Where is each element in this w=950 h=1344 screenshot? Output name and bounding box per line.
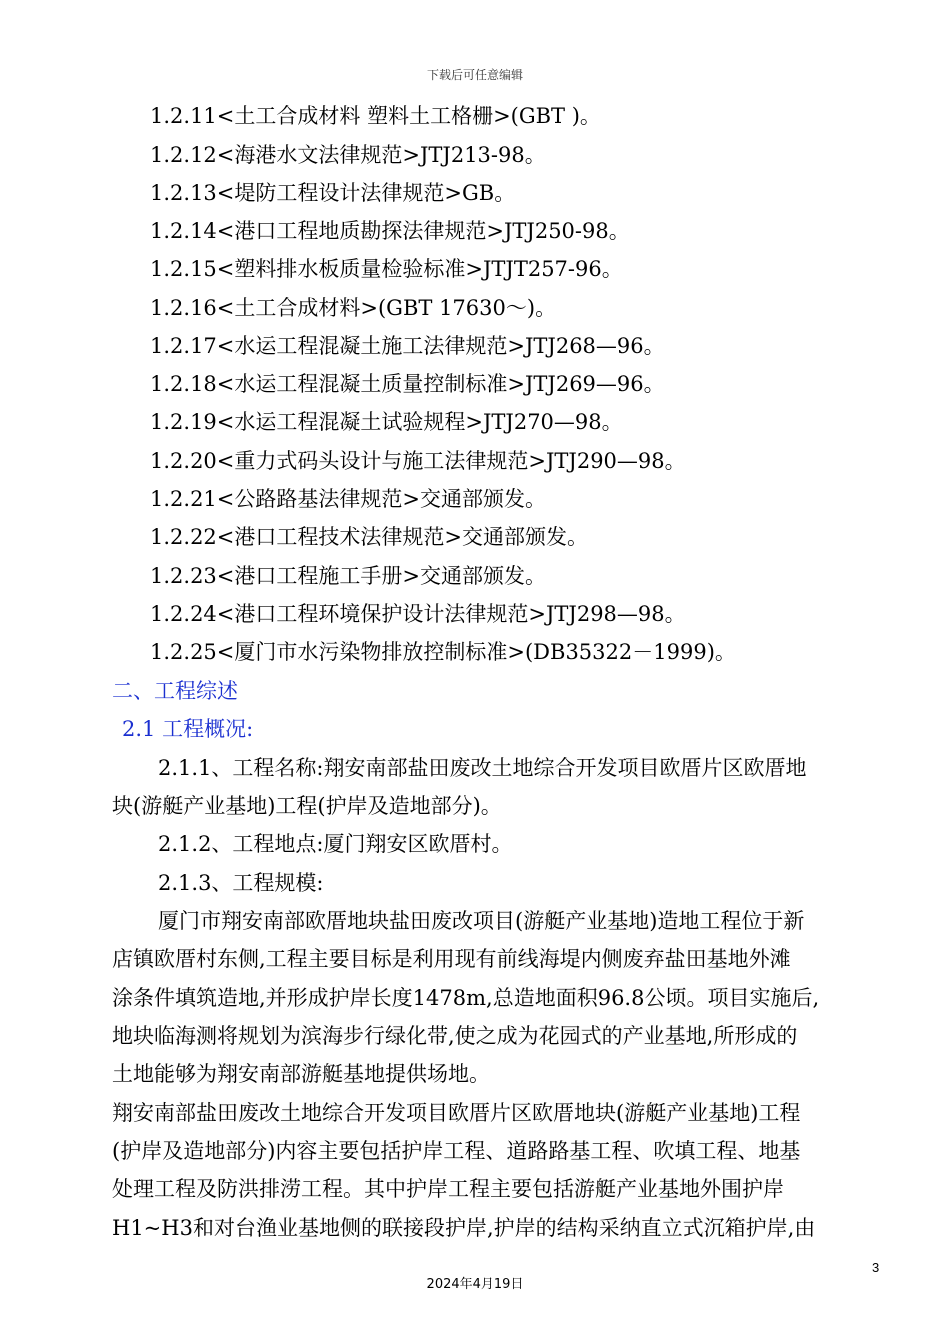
reference-item: 1.2.22<港口工程技术法律规范>交通部颁发。 xyxy=(150,525,588,549)
reference-item: 1.2.13<堤防工程设计法律规范>GB。 xyxy=(150,181,516,205)
section-heading: 二、工程综述 xyxy=(112,679,238,703)
project-name-line: 块(游艇产业基地)工程(护岸及造地部分)。 xyxy=(112,794,502,818)
paragraph-line: 涂条件填筑造地,并形成护岸长度1478m,总造地面积96.8公顷。项目实施后, xyxy=(112,986,820,1010)
reference-item: 1.2.21<公路路基法律规范>交通部颁发。 xyxy=(150,487,546,511)
reference-item: 1.2.19<水运工程混凝土试验规程>JTJ270—98。 xyxy=(150,410,623,434)
reference-item: 1.2.24<港口工程环境保护设计法律规范>JTJ298—98。 xyxy=(150,602,686,626)
reference-item: 1.2.23<港口工程施工手册>交通部颁发。 xyxy=(150,564,546,588)
paragraph-line: 店镇欧厝村东侧,工程主要目标是利用现有前线海堤内侧废弃盐田基地外滩 xyxy=(112,947,791,971)
reference-item: 1.2.14<港口工程地质勘探法律规范>JTJ250-98。 xyxy=(150,219,630,243)
reference-item: 1.2.16<土工合成材料>(GBT 17630～)。 xyxy=(150,296,557,320)
subsection-heading: 2.1 工程概况: xyxy=(122,717,254,741)
paragraph-line: H1~H3和对台渔业基地侧的联接段护岸,护岸的结构采纳直立式沉箱护岸,由 xyxy=(112,1216,816,1240)
page-header: 下载后可任意编辑 xyxy=(426,68,523,82)
reference-item: 1.2.25<厦门市水污染物排放控制标准>(DB35322－1999)。 xyxy=(150,640,736,664)
paragraph-line: (护岸及造地部分)内容主要包括护岸工程、道路路基工程、吹填工程、地基 xyxy=(112,1139,801,1163)
project-location: 2.1.2、工程地点:厦门翔安区欧厝村。 xyxy=(158,832,513,856)
reference-item: 1.2.18<水运工程混凝土质量控制标准>JTJ269—96。 xyxy=(150,372,665,396)
reference-item: 1.2.11<土工合成材料 塑料土工格栅>(GBT )。 xyxy=(150,104,601,128)
paragraph-line: 处理工程及防洪排涝工程。其中护岸工程主要包括游艇产业基地外围护岸 xyxy=(112,1177,784,1201)
paragraph-line: 翔安南部盐田废改土地综合开发项目欧厝片区欧厝地块(游艇产业基地)工程 xyxy=(112,1101,801,1125)
reference-item: 1.2.20<重力式码头设计与施工法律规范>JTJ290—98。 xyxy=(150,449,686,473)
paragraph-line: 地块临海测将规划为滨海步行绿化带,使之成为花园式的产业基地,所形成的 xyxy=(112,1024,798,1048)
paragraph-line: 土地能够为翔安南部游艇基地提供场地。 xyxy=(112,1062,490,1086)
reference-item: 1.2.17<水运工程混凝土施工法律规范>JTJ268—96。 xyxy=(150,334,665,358)
footer-date: 2024年4月19日 xyxy=(426,1277,524,1292)
reference-item: 1.2.12<海港水文法律规范>JTJ213-98。 xyxy=(150,143,546,167)
project-name-line: 2.1.1、工程名称:翔安南部盐田废改土地综合开发项目欧厝片区欧厝地 xyxy=(158,756,807,780)
page-number: 3 xyxy=(872,1260,880,1275)
project-scale: 2.1.3、工程规模: xyxy=(158,871,324,895)
paragraph-line: 厦门市翔安南部欧厝地块盐田废改项目(游艇产业基地)造地工程位于新 xyxy=(158,909,805,933)
reference-item: 1.2.15<塑料排水板质量检验标准>JTJT257-96。 xyxy=(150,257,623,281)
